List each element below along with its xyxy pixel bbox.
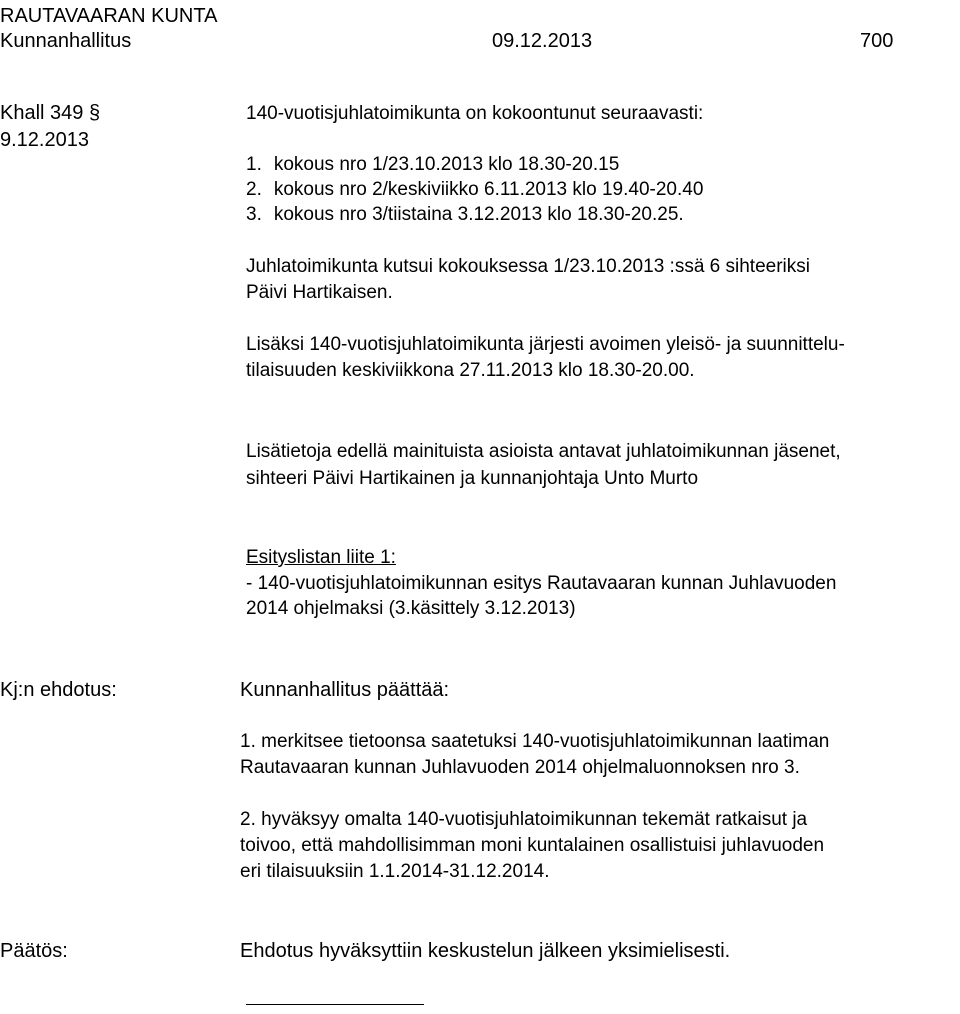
proposal-line: 2. hyväksyy omalta 140-vuotisjuhlatoimikunnan tekemät ratkaisut ja (240, 809, 808, 830)
signature-line (246, 1004, 424, 1005)
meeting-item (246, 205, 684, 224)
paragraph-line: Lisätietoja edellä mainituista asioista antavat juhlatoimikunnan jäsenet, (246, 441, 841, 462)
attachment-title: Esityslistan liite 1: (246, 547, 396, 568)
proposal-label: Kj:n ehdotus: (0, 679, 117, 701)
meeting-item (246, 180, 703, 199)
meeting-text: kokous nro 3/tiistaina 3.12.2013 klo 18.30-20.25. (273, 204, 684, 225)
attachment-line: - 140-vuotisjuhlatoimikunnan esitys Rautavaaran kunnan Juhlavuoden (246, 573, 837, 594)
paragraph-line: Päivi Hartikaisen. (246, 282, 393, 303)
meeting-text: kokous nro 2/keskiviikko 6.11.2013 klo 19.40-20.40 (273, 179, 704, 200)
proposal-line: toivoo, että mahdollisimman moni kuntalainen osallistuisi juhlavuoden (240, 835, 825, 856)
section-number: Khall 349 (0, 102, 84, 124)
proposal-line: Rautavaaran kunnan Juhlavuoden 2014 ohjelmaluonnoksen nro 3. (240, 757, 800, 778)
proposal-lead: Kunnanhallitus päättää: (240, 679, 450, 701)
meeting-number: 3. (246, 204, 262, 225)
body-name: Kunnanhallitus (0, 30, 132, 52)
paragraph-line: Lisäksi 140-vuotisjuhlatoimikunta järjesti avoimen yleisö- ja suunnittelu- (246, 334, 845, 355)
meeting-number: 1. (246, 154, 262, 175)
attachment-line: 2014 ohjelmaksi (3.käsittely 3.12.2013) (246, 598, 576, 619)
meeting-number: 2. (246, 179, 262, 200)
proposal-line: 1. merkitsee tietoonsa saatetuksi 140-vuotisjuhlatoimikunnan laatiman (240, 731, 830, 752)
page-number: 700 (860, 30, 894, 52)
paragraph-line: tilaisuuden keskiviikkona 27.11.2013 klo 18.30-20.00. (246, 360, 695, 381)
decision-text: Ehdotus hyväksyttiin keskustelun jälkeen yksimielisesti. (240, 940, 731, 962)
section-date: 9.12.2013 (0, 129, 89, 151)
proposal-line: eri tilaisuuksiin 1.1.2014-31.12.2014. (240, 861, 550, 882)
header-date: 09.12.2013 (492, 30, 593, 52)
meeting-text: kokous nro 1/23.10.2013 klo 18.30-20.15 (273, 154, 620, 175)
municipality-name: RAUTAVAARAN KUNTA (0, 5, 218, 27)
intro-text: 140-vuotisjuhlatoimikunta on kokoontunut seuraavasti: (246, 103, 704, 124)
meeting-item (246, 155, 619, 174)
section-symbol: § (88, 102, 101, 124)
decision-label: Päätös: (0, 940, 68, 962)
paragraph-line: sihteeri Päivi Hartikainen ja kunnanjohtaja Unto Murto (246, 468, 699, 489)
paragraph-line: Juhlatoimikunta kutsui kokouksessa 1/23.10.2013 :ssä 6 sihteeriksi (246, 256, 810, 277)
section-reference (0, 103, 100, 123)
